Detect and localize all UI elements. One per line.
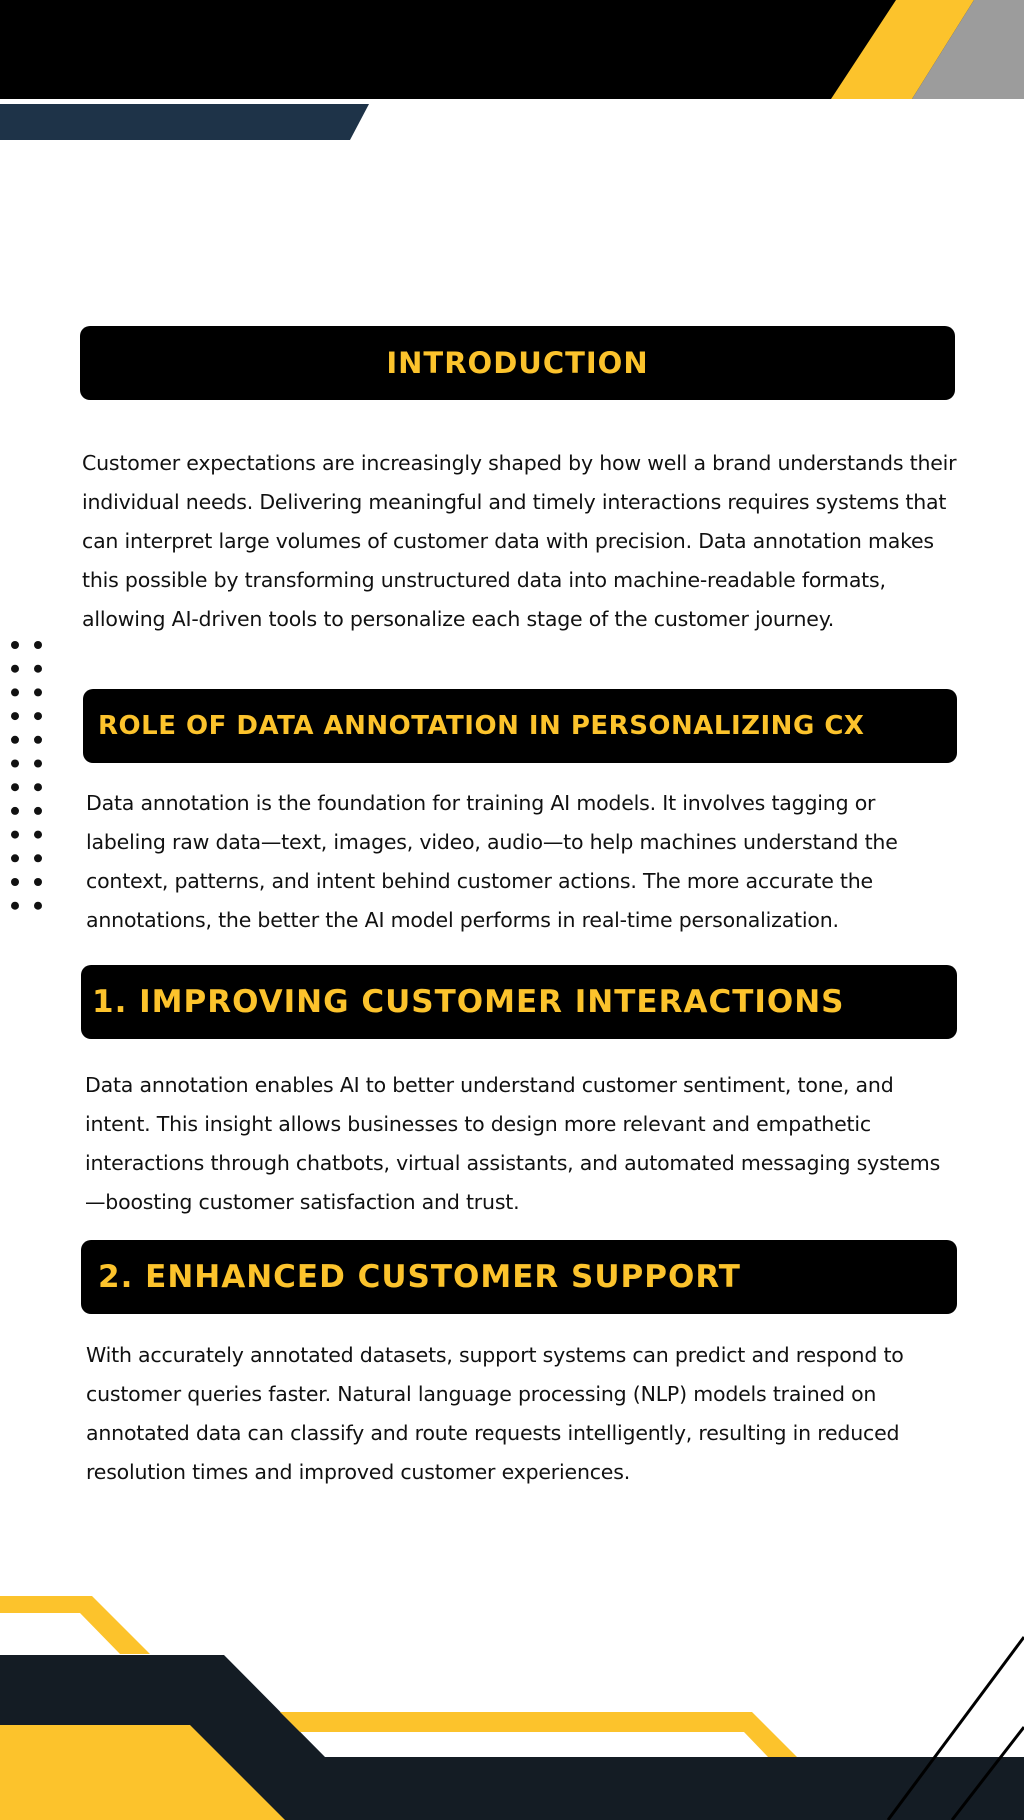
interactions-body: Data annotation enables AI to better understand customer sentiment, tone, and intent. This insight allows businesses to design more relevant and empathetic interactions through chatbots, virtual assistants, and automated messaging systems—boosting customer satisfaction and trust. — [85, 1073, 941, 1214]
role-body: Data annotation is the foundation for training AI models. It involves tagging or labeling raw data—text, images, video, audio—to help machines understand the context, patterns, and intent behind customer actions. The more accurate the annotations, the better the AI model performs in real-time personalization. — [86, 791, 898, 932]
decorative-dot — [11, 783, 19, 791]
decorative-dot — [34, 760, 42, 768]
decorative-dot — [11, 902, 19, 910]
role-header — [83, 689, 957, 763]
support-header — [81, 1240, 957, 1314]
support-title: 2. ENHANCED CUSTOMER SUPPORT — [98, 1259, 741, 1295]
interactions-title: 1. IMPROVING CUSTOMER INTERACTIONS — [92, 984, 845, 1020]
introduction-header — [80, 326, 955, 400]
decorative-dot — [34, 665, 42, 673]
decorative-dot — [11, 736, 19, 744]
decorative-dot — [11, 688, 19, 696]
role-title: ROLE OF DATA ANNOTATION IN PERSONALIZING CX — [98, 711, 865, 741]
decorative-dot — [11, 878, 19, 886]
introduction-title: INTRODUCTION — [386, 346, 649, 380]
decorative-dot — [11, 831, 19, 839]
decorative-dot — [34, 807, 42, 815]
decorative-dot — [34, 831, 42, 839]
dot-pattern-decoration — [10, 640, 50, 920]
decorative-dot — [34, 854, 42, 862]
decorative-dot — [34, 902, 42, 910]
decorative-dot — [11, 854, 19, 862]
top-banner-decoration — [0, 0, 1024, 145]
interactions-header — [81, 965, 957, 1039]
decorative-dot — [34, 712, 42, 720]
introduction-body: Customer expectations are increasingly shaped by how well a brand understands their individual needs. Delivering meaningful and timely interactions requires systems that can interpret large volumes of customer data with precision. Data annotation makes this possible by transforming unstructured data into machine-readable formats, allowing AI-driven tools to personalize each stage of the customer journey. — [82, 451, 957, 631]
decorative-dot — [11, 641, 19, 649]
decorative-dot — [34, 878, 42, 886]
decorative-dot — [11, 760, 19, 768]
decorative-dot — [11, 665, 19, 673]
decorative-dot — [11, 712, 19, 720]
decorative-dot — [34, 783, 42, 791]
decorative-dot — [34, 641, 42, 649]
decorative-dot — [34, 736, 42, 744]
support-body: With accurately annotated datasets, support systems can predict and respond to customer queries faster. Natural language processing (NLP) models trained on annotated data can classify and route requests intelligently, resulting in reduced resolution times and improved customer experiences. — [86, 1343, 904, 1484]
decorative-dot — [11, 807, 19, 815]
decorative-dot — [34, 688, 42, 696]
